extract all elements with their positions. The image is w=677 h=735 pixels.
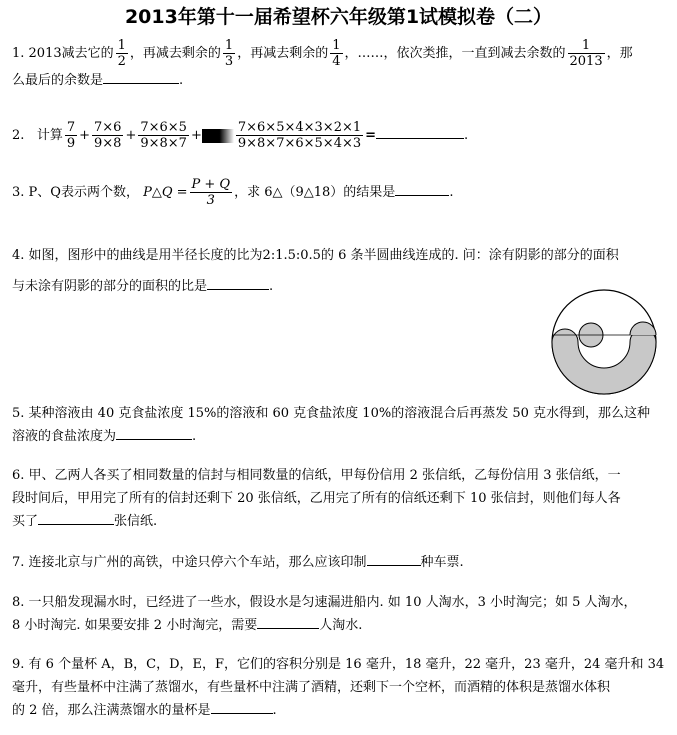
fraction: $\frac{P + Q}{3}$ — [191, 177, 231, 208]
q1-text: ，再减去剩余的 — [129, 46, 221, 61]
period: . — [464, 128, 469, 143]
period: . — [179, 73, 184, 88]
q4-ratio: 2:1.5:0.5 — [262, 248, 321, 263]
q5-text: 5. 某种溶液由 40 克食盐浓度 15%的溶液和 60 克食盐浓度 10%的溶液混合后再蒸发 50 克水得到，那么这种 — [12, 406, 651, 421]
q1-text: ，……，依次类推，一直到减去余数的 — [344, 46, 566, 61]
fraction: $\frac{1}{2013}$ — [569, 38, 603, 69]
q9-text: 毫升，有些量杯中注满了蒸馏水，有些量杯中注满了酒精，还剩下一个空杯，而酒精的体积是蒸馏水体积 — [12, 680, 611, 695]
period: . — [192, 429, 197, 444]
plus-sign: + — [125, 128, 137, 143]
answer-blank[interactable] — [116, 425, 192, 440]
semicircle-figure — [548, 289, 660, 395]
answer-blank[interactable] — [395, 181, 449, 196]
q7-text: 种车票. — [420, 555, 464, 570]
question-6 — [12, 464, 664, 533]
q1-text: 么最后的余数是 — [12, 73, 104, 88]
question-5 — [12, 402, 664, 448]
fraction: $\frac{1}{3}$ — [224, 38, 234, 69]
fraction: $\frac{7}{9}$ — [66, 120, 76, 151]
q8-text: 8. 一只船发现漏水时，已经进了一些水，假设水是匀速漏进船内. 如 10 人淘水，3 小时淘完；如 5 人淘水， — [12, 595, 637, 610]
q8-text: 8 小时淘完. 如果要安排 2 小时淘完，需要 — [12, 618, 258, 633]
q1-text: ，再减去剩余的 — [237, 46, 329, 61]
q5-text: 溶液的食盐浓度为 — [12, 429, 117, 444]
page-title: 2013年第十一届希望杯六年级第1试模拟卷（二） — [124, 6, 553, 28]
fraction: $\frac{7\times 6}{9\times 8}$ — [94, 120, 122, 151]
fraction: $\frac{7\times 6\times 5\times 4\times 3\times 2\times 1}{9\times 8\times 7\times 6\times 5\times 4\times 3}$ — [237, 120, 362, 151]
plus-sign: + — [79, 128, 91, 143]
question-2 — [12, 120, 664, 151]
answer-blank[interactable] — [367, 551, 421, 566]
q2-number: 2. — [12, 128, 25, 143]
question-7 — [12, 551, 664, 574]
fraction: $\frac{7\times 6\times 5}{9\times 8\times 7}$ — [140, 120, 187, 151]
answer-blank[interactable] — [376, 124, 464, 139]
period: . — [449, 185, 454, 200]
equals-sign: = — [365, 128, 377, 143]
fraction: $\frac{1}{2}$ — [117, 38, 126, 69]
q4-text: 的 6 条半圆曲线连成的. 问：涂有阴影的部分的面积 — [320, 248, 619, 263]
q3-text: 3. P、Q表示两个数， — [12, 185, 139, 200]
q1-text: ，那 — [606, 46, 633, 61]
period: . — [272, 703, 277, 718]
plus-sign: + — [190, 128, 202, 143]
q9-text: 的 2 倍，那么注满蒸馏水的量杯是 — [12, 703, 211, 718]
question-9 — [12, 653, 664, 722]
q6-text: 张信纸. — [114, 514, 158, 529]
q9-text: 9. 有 6 个量杯 A，B，C，D，E，F，它们的容积分别是 16 毫升，18 毫升，22 毫升，23 毫升，24 毫升和 34 — [12, 657, 665, 672]
question-1 — [12, 38, 664, 92]
fraction: $\frac{1}{4}$ — [332, 38, 341, 69]
question-3 — [12, 177, 664, 208]
q3-text: ，求 6△（9△18）的结果是 — [234, 185, 396, 200]
answer-blank[interactable] — [103, 69, 179, 84]
period: . — [269, 279, 274, 294]
q8-text: 人淘水. — [319, 618, 363, 633]
answer-blank[interactable] — [38, 510, 114, 525]
answer-blank[interactable] — [211, 699, 273, 714]
answer-blank[interactable] — [257, 614, 319, 629]
q4-text: 与未涂有阴影的部分的面积的比是 — [12, 279, 208, 294]
shaded-occlusion — [202, 129, 234, 143]
q3-operator: P△Q = — [143, 185, 188, 200]
q6-text: 6. 甲、乙两人各买了相同数量的信封与相同数量的信纸，甲每份信用 2 张信纸，乙每份信用 3 张信纸，一 — [12, 468, 621, 483]
q2-label: 计算 — [36, 128, 63, 143]
q4-text: 4. 如图，图形中的曲线是用半径长度的比为 — [12, 248, 263, 263]
answer-blank[interactable] — [207, 275, 269, 290]
q1-text: 1. 2013减去它的 — [12, 46, 114, 61]
q6-text: 买了 — [12, 514, 39, 529]
q6-text: 段时间后，甲用完了所有的信封还剩下 20 张信纸，乙用完了所有的信纸还剩下 10 张信封，则他们每人各 — [12, 491, 621, 506]
question-8 — [12, 591, 664, 637]
q7-text: 7. 连接北京与广州的高铁，中途只停六个车站，那么应该印制 — [12, 555, 367, 570]
